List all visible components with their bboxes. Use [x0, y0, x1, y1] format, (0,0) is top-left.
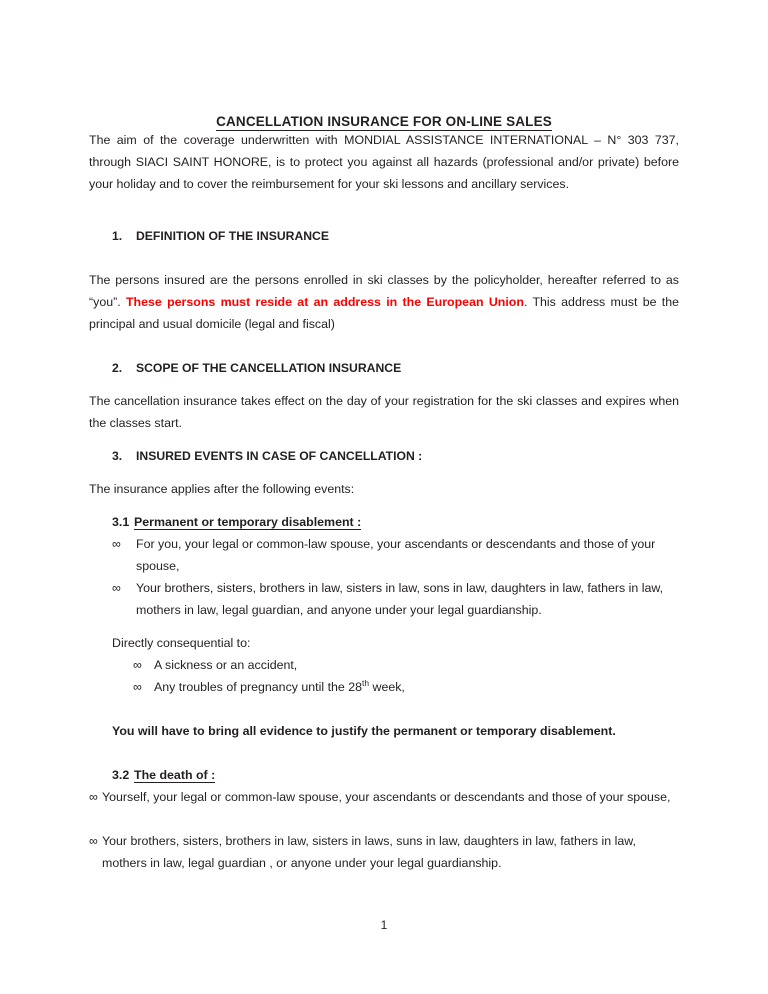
- infinity-bullet-icon: ∞: [133, 658, 142, 672]
- list-item: [89, 577, 679, 621]
- section-3-paragraph: The insurance applies after the following events:: [89, 482, 355, 496]
- list-item-label: Your brothers, sisters, brothers in law, sisters in law, sons in law, daughters in law, fathers in law, mothers in law, legal guardian, and anyone under your legal guardianship.: [136, 581, 664, 617]
- list-item-text-tail: week,: [369, 680, 405, 694]
- spacer: [89, 742, 679, 764]
- section-title-3: INSURED EVENTS IN CASE OF CANCELLATION :: [136, 449, 423, 463]
- subsection-title-3-1: Permanent or temporary disablement :: [134, 515, 362, 529]
- consequential-lead: Directly consequential to:: [112, 636, 251, 650]
- list-item: [89, 533, 679, 577]
- section-heading-1: [89, 225, 679, 247]
- list-item: [89, 654, 679, 676]
- section-1-text-before: The persons insured are the persons enrolled in ski classes by the policyholder, hereafter referred to as “you”.: [89, 273, 679, 309]
- section-title-2: SCOPE OF THE CANCELLATION INSURANCE: [136, 361, 402, 375]
- list-item-text: Any troubles of pregnancy until the 28: [154, 680, 363, 694]
- page-title: [89, 0, 679, 129]
- list-item: [89, 676, 679, 698]
- spacer: [89, 500, 679, 511]
- list-item: [89, 786, 679, 808]
- infinity-bullet-icon: ∞: [112, 537, 121, 551]
- section-number-1: 1.: [112, 229, 123, 243]
- spacer: [89, 467, 679, 478]
- document-content: [89, 0, 679, 874]
- page-title-text: CANCELLATION INSURANCE FOR ON-LINE SALES: [216, 114, 552, 129]
- spacer: [89, 434, 679, 445]
- list-item: [89, 830, 679, 874]
- subsection-number-3-2: 3.2: [112, 768, 130, 782]
- spacer: [89, 195, 679, 225]
- list-item-label: For you, your legal or common-law spouse, your ascendants or descendants and those of your spouse,: [136, 537, 656, 573]
- subsection-number-3-1: 3.1: [112, 515, 130, 529]
- section-heading-2: [89, 357, 679, 379]
- section-2-paragraph: The cancellation insurance takes effect on the day of your registration for the ski classes and expires when the classes start.: [89, 394, 679, 430]
- spacer: [89, 379, 679, 390]
- page-number: 1: [380, 918, 388, 932]
- list-item-label: Your brothers, sisters, brothers in law, sisters in laws, suns in law, daughters in law, fathers in law, mothers in law, legal guardian , or anyone under your legal guardianship.: [102, 834, 636, 870]
- spacer: [89, 808, 679, 830]
- spacer: [89, 247, 679, 269]
- section-number-2: 2.: [112, 361, 123, 375]
- section-1-red-emphasis: These persons must reside at an address in the European Union: [125, 295, 524, 309]
- ordinal-suffix: th: [362, 677, 370, 688]
- section-title-1: DEFINITION OF THE INSURANCE: [136, 229, 329, 243]
- list-item-label: [154, 676, 679, 698]
- infinity-bullet-icon: ∞: [89, 790, 98, 804]
- section-1-text-after: . This address must be the principal and usual domicile (legal and fiscal): [89, 295, 679, 331]
- list-item-label: A sickness or an accident,: [154, 658, 298, 672]
- infinity-bullet-icon: ∞: [133, 680, 142, 694]
- infinity-bullet-icon: ∞: [112, 581, 121, 595]
- section-1-paragraph: [89, 269, 679, 335]
- intro-paragraph: The aim of the coverage underwritten with MONDIAL ASSISTANCE INTERNATIONAL – N° 303 737, through SIACI SAINT HONORE, is to protect you against all hazards (professional and/or private) before your holiday and to cover the reimbursement for your ski lessons and ancillary services.: [89, 133, 679, 191]
- spacer: [89, 621, 679, 632]
- subheading-3-1: [89, 511, 679, 533]
- spacer: [89, 698, 679, 720]
- evidence-statement: You will have to bring all evidence to justify the permanent or temporary disablement.: [112, 724, 616, 738]
- subsection-title-3-2: The death of :: [134, 768, 216, 782]
- infinity-bullet-icon: ∞: [89, 834, 98, 848]
- spacer: [89, 335, 679, 357]
- section-heading-3: [89, 445, 679, 467]
- list-item-label: Yourself, your legal or common-law spouse, your ascendants or descendants and those of your spouse,: [102, 790, 671, 804]
- subheading-3-2: [89, 764, 679, 786]
- section-number-3: 3.: [112, 449, 123, 463]
